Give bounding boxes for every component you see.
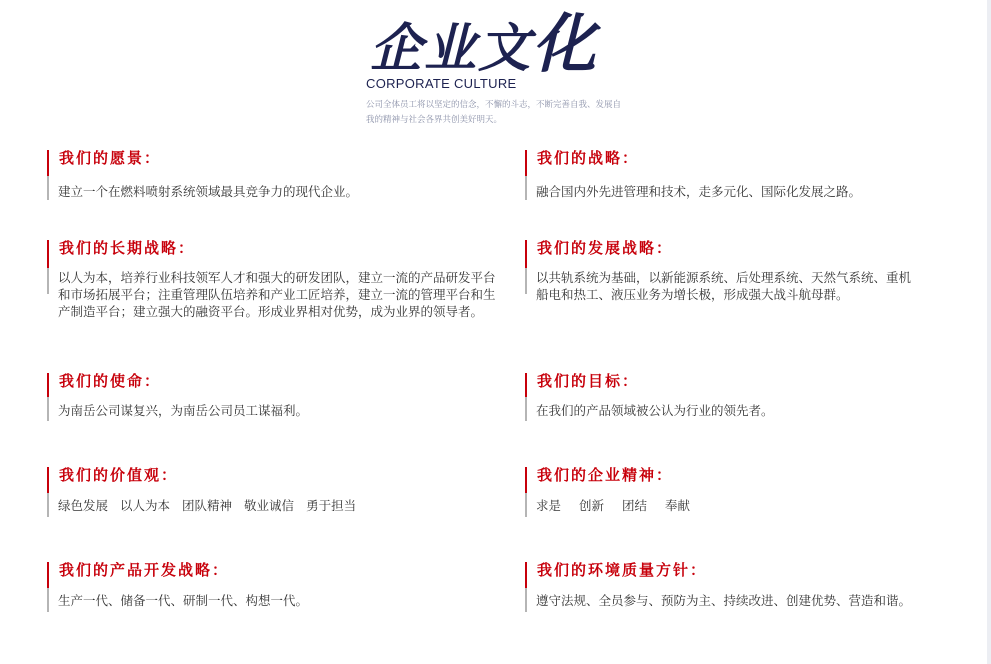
section-title: 我们的战略： [537, 149, 640, 167]
section-title: 我们的愿景： [59, 149, 162, 167]
section-text: 生产一代、储备一代、研制一代、构想一代。 [58, 593, 309, 608]
title-english: CORPORATE CULTURE [366, 76, 517, 91]
section-title: 我们的长期战略： [59, 239, 196, 257]
section-goal [525, 371, 985, 425]
spirit-list [536, 497, 976, 514]
section-text: 遵守法规、全员参与、预防为主、持续改进、创建优势、营造和谐。 [536, 593, 912, 608]
section-development-strategy [525, 238, 985, 308]
title-chinese-last: 化 [532, 7, 599, 82]
section-product-strategy [47, 560, 507, 614]
page-right-border [987, 0, 991, 664]
spirit-item: 团结 [622, 498, 648, 513]
section-title: 我们的价值观： [59, 466, 179, 484]
spirit-item: 求是 [536, 498, 562, 513]
section-text: 以共轨系统为基础，以新能源系统、后处理系统、天然气系统、重机船电和热工、液压业务为增长极，形成强大战斗航母群。 [536, 270, 912, 302]
section-text: 为南岳公司谋复兴，为南岳公司员工谋福利。 [58, 403, 309, 418]
values-list [58, 497, 498, 514]
section-text: 融合国内外先进管理和技术，走多元化、国际化发展之路。 [536, 184, 862, 199]
spirit-item: 创新 [579, 498, 605, 513]
section-mission [47, 371, 507, 425]
value-item: 以人为本 [120, 498, 171, 513]
section-text: 以人为本，培养行业科技领军人才和强大的研发团队，建立一流的产品研发平台和市场拓展平台；注重管理队伍培养和产业工匠培养，建立一流的管理平台和生产制造平台；建立强大的融资平台。形成业界相对优势，成为业界的领导者。 [58, 270, 496, 319]
title-chinese-main: 企业文 [370, 18, 533, 79]
section-text: 在我们的产品领域被公认为行业的领先者。 [536, 403, 774, 418]
section-title: 我们的目标： [537, 372, 640, 390]
section-title: 我们的发展战略： [537, 239, 674, 257]
section-spirit [525, 465, 985, 519]
value-item: 绿色发展 [58, 498, 109, 513]
section-vision [47, 148, 507, 202]
header-description: 公司全体员工将以坚定的信念，不懈的斗志，不断完善自我、发展自我的精神与社会各界共创美好明天。 [366, 100, 622, 125]
value-item: 团队精神 [182, 498, 233, 513]
section-long-term-strategy [47, 238, 507, 338]
value-item: 敬业诚信 [244, 498, 295, 513]
section-strategy [525, 148, 985, 202]
corporate-culture-header [366, 7, 666, 132]
spirit-item: 奉献 [665, 498, 691, 513]
section-title: 我们的产品开发战略： [59, 561, 230, 579]
section-title: 我们的环境质量方针： [537, 561, 708, 579]
section-title: 我们的企业精神： [537, 466, 674, 484]
section-environment-policy [525, 560, 985, 614]
section-values [47, 465, 507, 519]
title-chinese [370, 7, 599, 82]
value-item: 勇于担当 [306, 498, 357, 513]
section-text: 建立一个在燃料喷射系统领域最具竞争力的现代企业。 [58, 184, 359, 199]
section-title: 我们的使命： [59, 372, 162, 390]
